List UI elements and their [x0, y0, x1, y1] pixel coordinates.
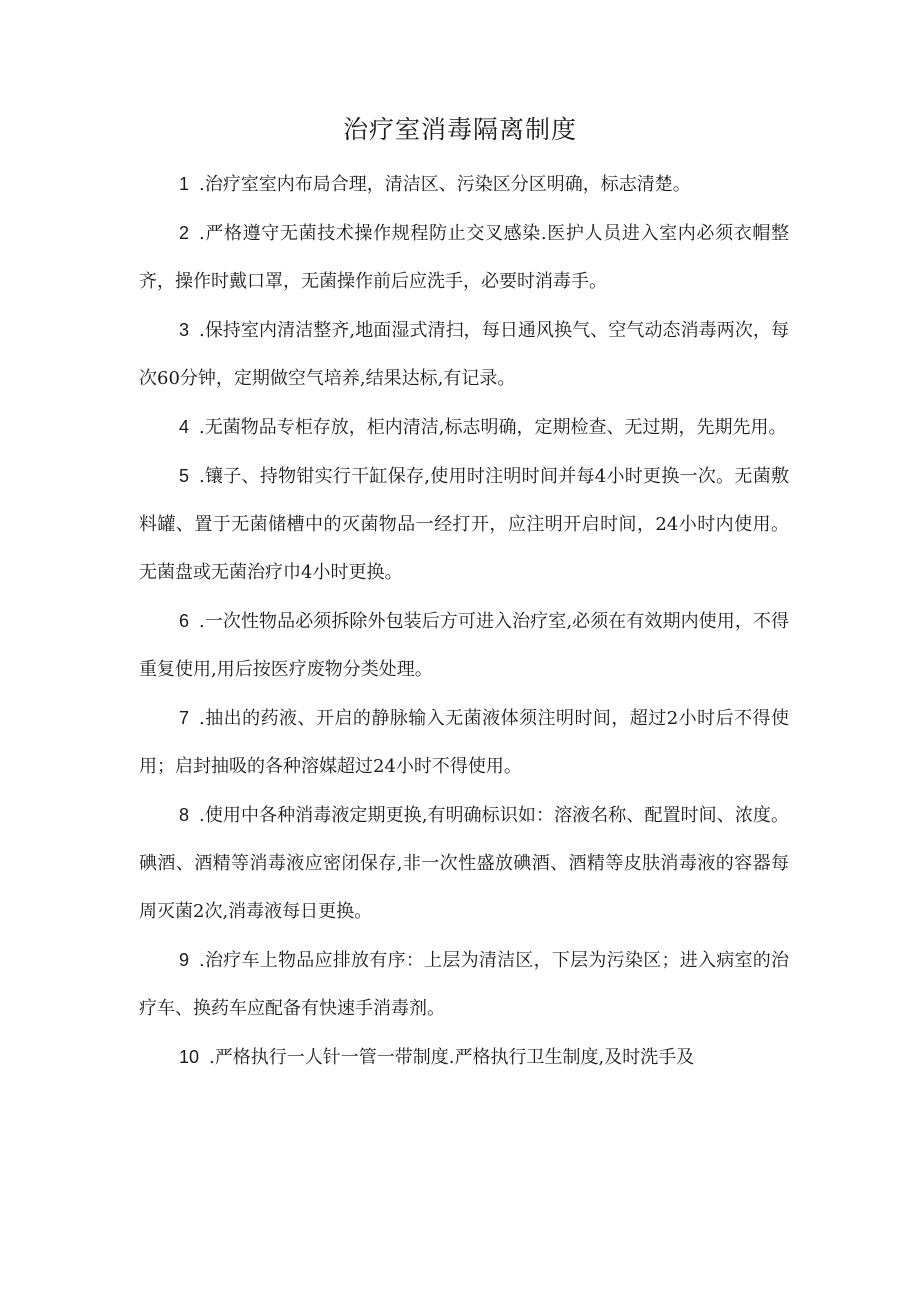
item-text: .严格遵守无菌技术操作规程防止交叉感染.医护人员进入室内必须衣帽整齐，操作时戴口罩，无菌操作前后应洗手，必要时消毒手。 [139, 223, 789, 292]
regulation-item-8 [139, 791, 789, 936]
item-number: 10 [179, 1047, 200, 1067]
item-number: 2 [179, 223, 190, 243]
item-text: .治疗车上物品应排放有序：上层为清洁区，下层为污染区；进入病室的治疗车、换药车应配备有快速手消毒剂。 [139, 950, 789, 1019]
item-text: .严格执行一人针一管一带制度.严格执行卫生制度,及时洗手及 [209, 1047, 695, 1068]
item-text: .保持室内清洁整齐,地面湿式清扫，每日通风换气、空气动态消毒两次，每次60分钟，定期做空气培养,结果达标,有记录。 [139, 320, 789, 389]
regulation-item-10 [139, 1033, 789, 1082]
regulation-item-4 [139, 403, 789, 452]
regulation-item-3 [139, 306, 789, 403]
item-number: 6 [179, 611, 190, 631]
regulation-list [139, 160, 789, 1082]
item-text: .无菌物品专柜存放，柜内清洁,标志明确，定期检查、无过期，先期先用。 [199, 417, 787, 438]
regulation-item-5 [139, 452, 789, 597]
item-text: .抽出的药液、开启的静脉输入无菌液体须注明时间，超过2小时后不得使用；启封抽吸的各种溶媒超过24小时不得使用。 [139, 708, 789, 777]
item-number: 7 [179, 708, 190, 728]
item-number: 1 [179, 174, 190, 194]
item-number: 8 [179, 805, 190, 825]
regulation-item-7 [139, 694, 789, 791]
regulation-item-6 [139, 597, 789, 694]
regulation-item-1 [139, 160, 789, 209]
document-title: 治疗室消毒隔离制度 [342, 115, 577, 144]
item-text: .使用中各种消毒液定期更换,有明确标识如：溶液名称、配置时间、浓度。碘酒、酒精等消毒液应密闭保存,非一次性盛放碘酒、酒精等皮肤消毒液的容器每周灭菌2次,消毒液每日更换。 [139, 805, 789, 922]
item-text: .镶子、持物钳实行干缸保存,使用时注明时间并每4小时更换一次。无菌敷料罐、置于无菌储槽中的灭菌物品一经打开，应注明开启时间，24小时内使用。无菌盘或无菌治疗巾4小时更换。 [139, 466, 789, 583]
item-number: 5 [179, 466, 190, 486]
item-number: 3 [179, 320, 190, 340]
item-number: 9 [179, 950, 190, 970]
regulation-item-2 [139, 209, 789, 306]
regulation-item-9 [139, 936, 789, 1033]
item-number: 4 [179, 417, 190, 437]
item-text: .治疗室室内布局合理，清洁区、污染区分区明确，标志清楚。 [199, 174, 691, 195]
item-text: .一次性物品必须拆除外包装后方可进入治疗室,必须在有效期内使用，不得重复使用,用后按医疗废物分类处理。 [139, 611, 789, 680]
